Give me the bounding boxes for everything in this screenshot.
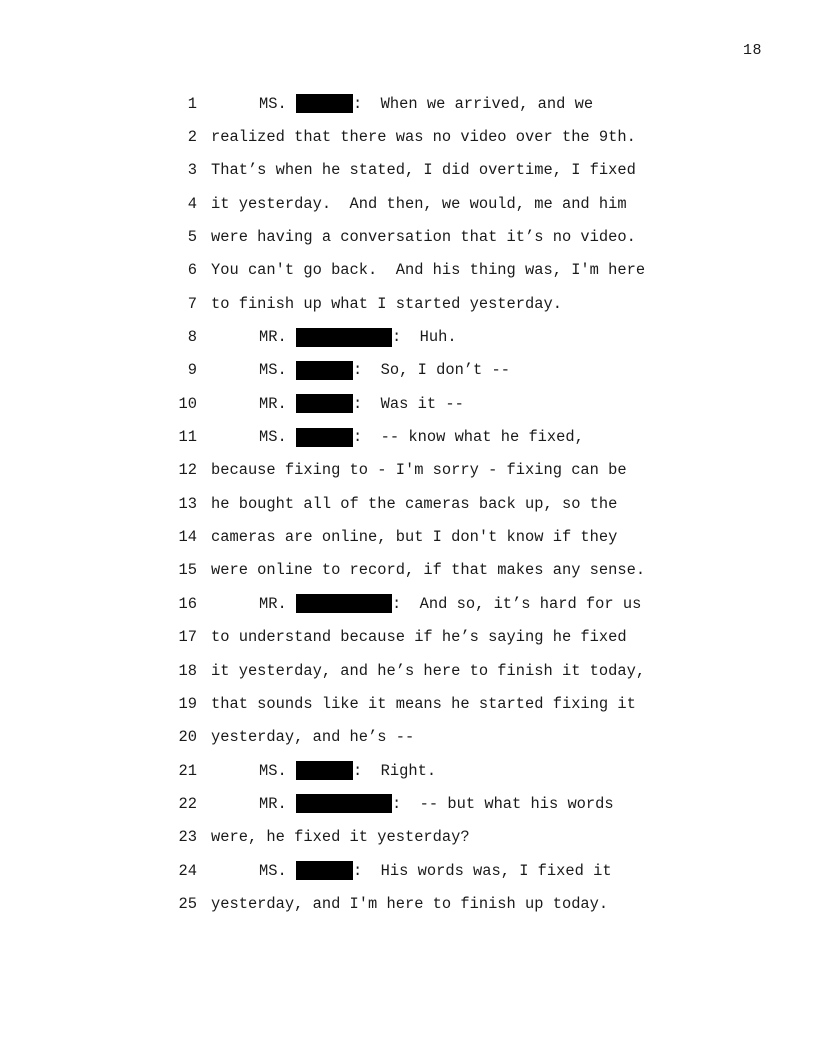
line-number: 18: [178, 661, 197, 680]
transcript-line: [172, 354, 692, 387]
line-text: You can't go back. And his thing was, I'm here: [211, 261, 646, 280]
line-number: 7: [187, 294, 197, 313]
transcript-line: [172, 621, 692, 654]
speaker-line: [259, 794, 614, 813]
line-text: : -- but what his words: [391, 794, 614, 813]
redaction-block: [296, 861, 353, 880]
transcript-line: [172, 787, 692, 820]
line-text: because fixing to - I'm sorry - fixing can be: [211, 461, 627, 480]
transcript-line: [172, 287, 692, 320]
transcript-line: [172, 320, 692, 353]
transcript-line: [172, 420, 692, 453]
transcript-line: [172, 120, 692, 153]
line-text: cameras are online, but I don't know if they: [211, 528, 618, 547]
line-text: : His words was, I fixed it: [352, 861, 612, 880]
line-text: realized that there was no video over the 9th.: [211, 128, 636, 147]
line-text: yesterday, and I'm here to finish up today.: [211, 894, 609, 913]
line-text: to finish up what I started yesterday.: [211, 294, 562, 313]
redaction-block: [296, 328, 392, 347]
speaker-line: [259, 594, 641, 613]
line-text: : And so, it’s hard for us: [391, 594, 642, 613]
speaker-title: MS.: [259, 94, 287, 113]
speaker-title: MS.: [259, 428, 287, 447]
line-number: 20: [178, 728, 197, 747]
speaker-line: [259, 328, 457, 347]
speaker-line: [259, 761, 436, 780]
transcript-line: [172, 487, 692, 520]
speaker-line: [259, 861, 612, 880]
line-number: 12: [178, 461, 197, 480]
line-text: it yesterday. And then, we would, me and him: [211, 194, 627, 213]
line-text: : Huh.: [391, 328, 457, 347]
transcript-line: [172, 220, 692, 253]
speaker-title: MS.: [259, 861, 287, 880]
line-number: 8: [187, 328, 197, 347]
line-text: : So, I don’t --: [352, 361, 510, 380]
line-number: 1: [187, 94, 197, 113]
line-number: 24: [178, 861, 197, 880]
speaker-title: MR.: [259, 394, 287, 413]
speaker-title: MR.: [259, 328, 287, 347]
redaction-block: [296, 794, 392, 813]
transcript-line: [172, 554, 692, 587]
line-number: 4: [187, 194, 197, 213]
line-number: 13: [178, 494, 197, 513]
speaker-line: [259, 428, 584, 447]
speaker-line: [259, 94, 593, 113]
line-number: 11: [178, 428, 197, 447]
line-text: : Right.: [352, 761, 437, 780]
speaker-line: [259, 361, 510, 380]
transcript-line: [172, 587, 692, 620]
transcript-line: [172, 654, 692, 687]
line-number: 3: [187, 161, 197, 180]
speaker-title: MR.: [259, 594, 287, 613]
transcript-line: [172, 721, 692, 754]
line-number: 23: [178, 828, 197, 847]
line-text: were online to record, if that makes any sense.: [211, 561, 646, 580]
line-number: 14: [178, 528, 197, 547]
transcript-line: [172, 887, 692, 920]
line-number: 19: [178, 694, 197, 713]
redaction-block: [296, 94, 353, 113]
transcript-line: [172, 687, 692, 720]
transcript-body: [172, 87, 692, 921]
redaction-block: [296, 361, 353, 380]
redaction-block: [296, 761, 353, 780]
speaker-title: MR.: [259, 794, 287, 813]
line-number: 10: [178, 394, 197, 413]
line-text: he bought all of the cameras back up, so the: [211, 494, 618, 513]
line-text: : -- know what he fixed,: [352, 428, 584, 447]
page-number: 18: [742, 42, 762, 59]
speaker-line: [259, 394, 464, 413]
line-text: were having a conversation that it’s no video.: [211, 228, 636, 247]
line-text: yesterday, and he’s --: [211, 728, 415, 747]
line-number: 5: [187, 228, 197, 247]
line-text: That’s when he stated, I did overtime, I fixed: [211, 161, 636, 180]
line-text: to understand because if he’s saying he fixed: [211, 628, 627, 647]
redaction-block: [296, 594, 392, 613]
line-text: : Was it --: [352, 394, 464, 413]
redaction-block: [296, 428, 353, 447]
redaction-block: [296, 394, 353, 413]
line-number: 6: [187, 261, 197, 280]
line-number: 17: [178, 628, 197, 647]
line-text: : When we arrived, and we: [352, 94, 594, 113]
line-number: 22: [178, 794, 197, 813]
line-number: 15: [178, 561, 197, 580]
transcript-line: [172, 154, 692, 187]
transcript-line: [172, 87, 692, 120]
line-text: it yesterday, and he’s here to finish it today,: [211, 661, 646, 680]
line-number: 9: [187, 361, 197, 380]
line-number: 21: [178, 761, 197, 780]
transcript-line: [172, 821, 692, 854]
transcript-line: [172, 754, 692, 787]
line-text: that sounds like it means he started fixing it: [211, 694, 636, 713]
transcript-line: [172, 454, 692, 487]
transcript-line: [172, 520, 692, 553]
transcript-line: [172, 254, 692, 287]
transcript-line: [172, 187, 692, 220]
line-number: 16: [178, 594, 197, 613]
line-text: were, he fixed it yesterday?: [211, 828, 470, 847]
transcript-line: [172, 387, 692, 420]
speaker-title: MS.: [259, 361, 287, 380]
transcript-line: [172, 854, 692, 887]
speaker-title: MS.: [259, 761, 287, 780]
line-number: 25: [178, 894, 197, 913]
line-number: 2: [187, 128, 197, 147]
